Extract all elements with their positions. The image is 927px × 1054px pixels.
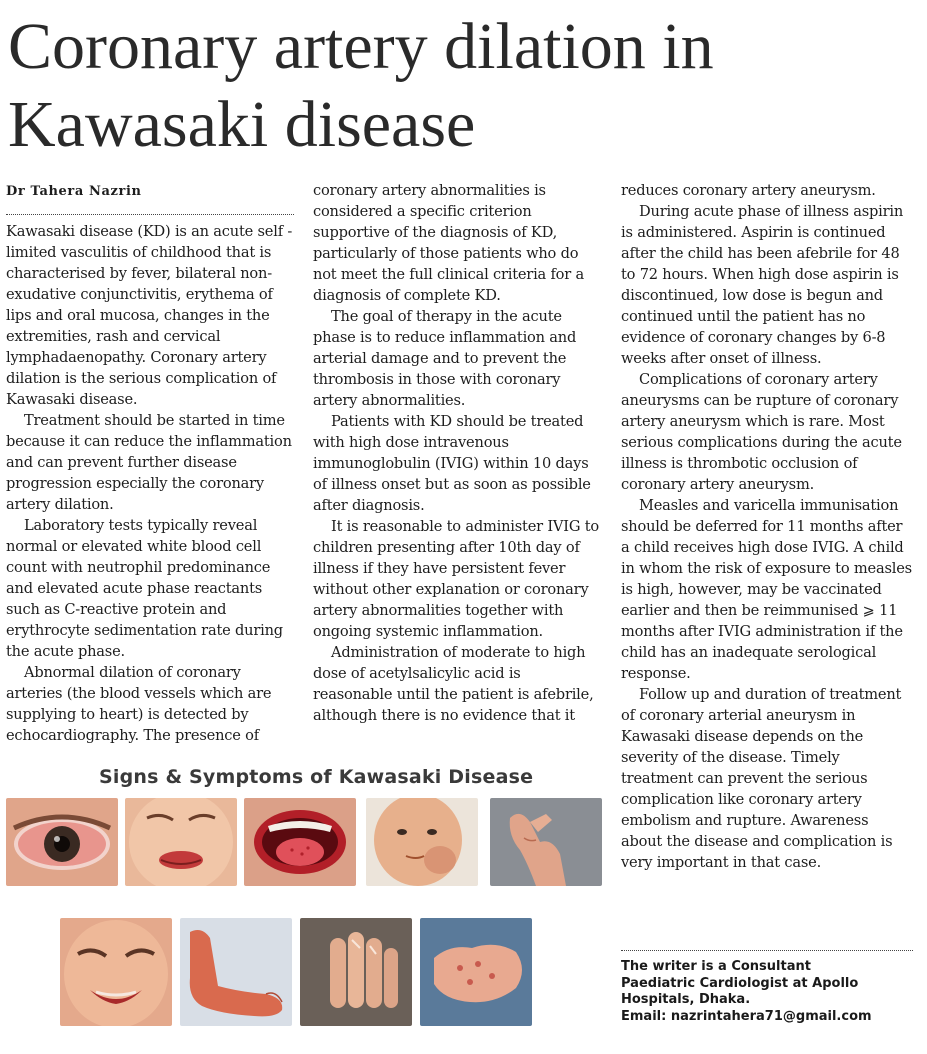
headline: Coronary artery dilation in Kawasaki disease	[8, 10, 714, 161]
author-note	[621, 942, 913, 1025]
author-note-line: Hospitals, Dhaka.	[621, 992, 751, 1007]
crying-child-photo	[60, 918, 172, 1026]
paragraph: Laboratory tests typically reveal normal or elevated white blood cell count with neutrophil predominance and elevated acute phase reactants such as C-reactive protein and erythrocyte sedimentation rate during the acute phase.	[6, 517, 283, 660]
author-note-line: The writer is a Consultant	[621, 959, 811, 974]
article-column-1	[6, 180, 294, 746]
strawberry-tongue-photo	[244, 798, 356, 886]
paragraph: Complications of coronary artery aneurysms can be rupture of coronary artery aneurysm which is rare. Most serious complications during the acute illness is thrombotic occlusion of coronary artery aneurysm.	[621, 371, 902, 493]
paragraph: Follow up and duration of treatment of coronary arterial aneurysm in Kawasaki disease depends on the severity of the disease. Timely treatment can prevent the serious complication like coronary artery embolism and rupture. Awareness about the disease and complication is very important in that case.	[621, 686, 902, 871]
peeling-hand-photo	[490, 798, 602, 886]
paragraph: Abnormal dilation of coronary arteries (the blood vessels which are supplying to heart) is detected by echocardiography. The presence of	[6, 664, 272, 744]
paragraph: Patients with KD should be treated with high dose intravenous immunoglobulin (IVIG) within 10 days of illness onset but as soon as possible after diagnosis.	[313, 413, 591, 514]
paragraph: Kawasaki disease (KD) is an acute self -limited vasculitis of childhood that is characterised by fever, bilateral non-exudative conjunctivitis, erythema of lips and oral mucosa, changes in the extremities, rash and cervical lymphadaenopathy. Coronary artery dilation is the serious complication of Kawasaki disease.	[6, 223, 293, 408]
article-column-2	[313, 180, 601, 726]
author-note-divider	[621, 942, 913, 951]
author-email: Email: nazrintahera71@gmail.com	[621, 1008, 872, 1024]
paragraph: During acute phase of illness aspirin is administered. Aspirin is continued after the child has been afebrile for 48 to 72 hours. When high dose aspirin is discontinued, low dose is begun and continued until the patient has no evidence of coronary changes by 6-8 weeks after onset of illness.	[621, 203, 904, 367]
byline: Dr Tahera Nazrin	[6, 184, 142, 199]
hand-rash-photo	[420, 918, 532, 1026]
paragraph: reduces coronary artery aneurysm.	[621, 182, 876, 199]
article-column-3	[621, 180, 913, 873]
paragraph: coronary artery abnormalities is considered a specific criterion supportive of the diagnosis of KD, particularly of those patients who do not meet the full clinical criteria for a diagnosis of complete KD.	[313, 182, 584, 304]
symptoms-infographic	[4, 760, 602, 1035]
swollen-neck-photo	[366, 798, 478, 886]
swollen-foot-photo	[180, 918, 292, 1026]
paragraph: Administration of moderate to high dose of acetylsalicylic acid is reasonable until the patient is afebrile, although there is no evidence that it	[313, 644, 594, 724]
red-eye-photo	[6, 798, 118, 886]
infographic-title: Signs & Symptoms of Kawasaki Disease	[99, 766, 534, 788]
byline-divider	[6, 206, 294, 215]
paragraph: Measles and varicella immunisation should be deferred for 11 months after a child receives high dose IVIG. A child in whom the risk of exposure to measles is high, however, may be vaccinated earlier and then be reimmunised ⩾ 11 months after IVIG administration if the child has an inadequate serological response.	[621, 497, 912, 682]
paragraph: The goal of therapy in the acute phase is to reduce inflammation and arterial damage and to prevent the thrombosis in those with coronary artery abnormalities.	[313, 308, 577, 409]
paragraph: Treatment should be started in time because it can reduce the inflammation and can prevent further disease progression especially the coronary artery dilation.	[6, 412, 292, 513]
peeling-fingers-photo	[300, 918, 412, 1026]
paragraph: It is reasonable to administer IVIG to children presenting after 10th day of illness if they have persistent fever without other explanation or coronary artery abnormalities together with ongoing systemic inflammation.	[313, 518, 599, 640]
author-note-line: Paediatric Cardiologist at Apollo	[621, 975, 859, 991]
cracked-lips-photo	[125, 798, 237, 886]
